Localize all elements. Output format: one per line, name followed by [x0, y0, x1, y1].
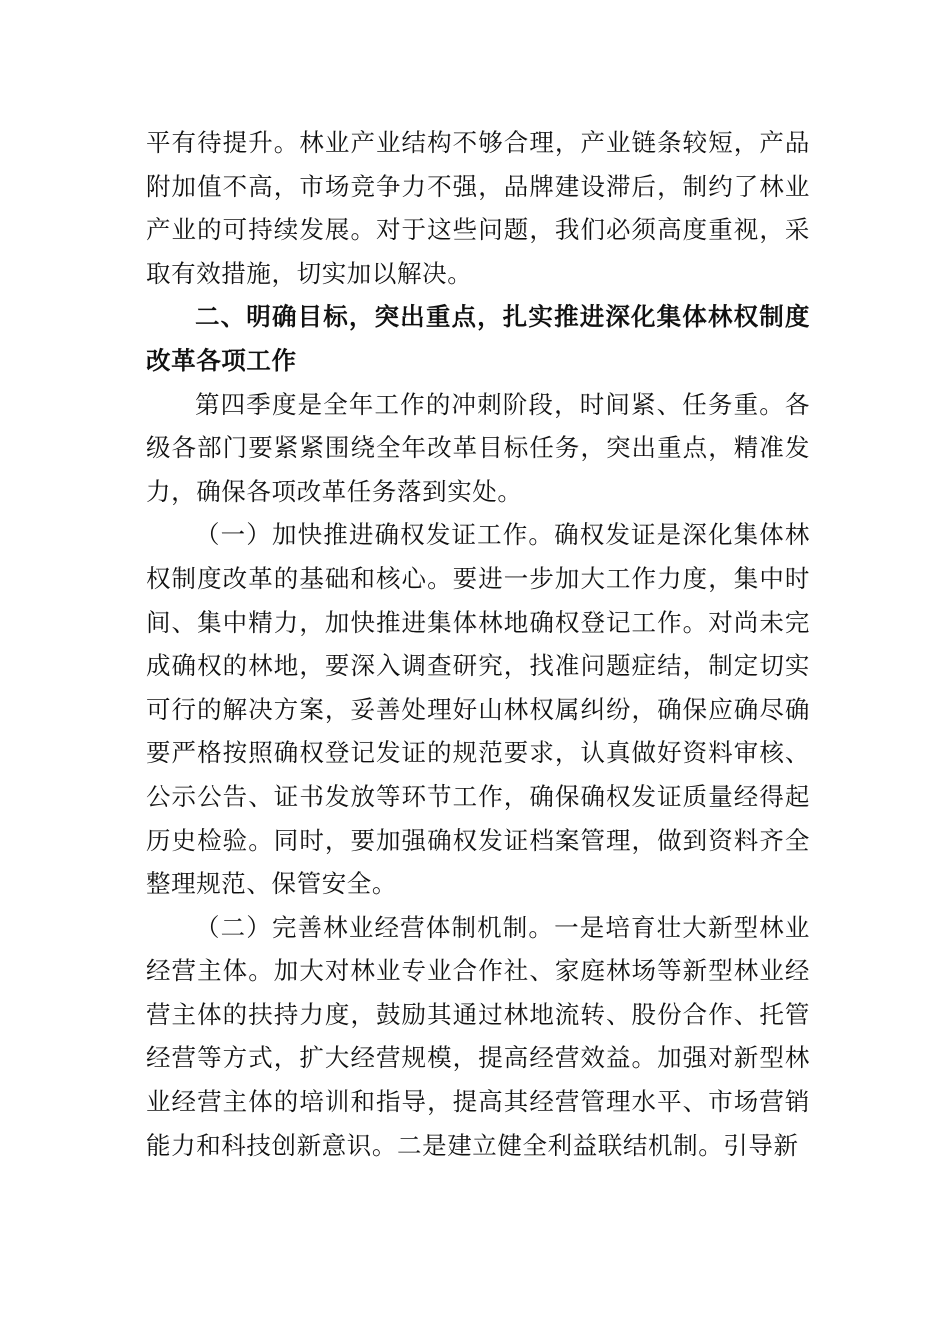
section-two-intro-paragraph: 第四季度是全年工作的冲刺阶段，时间紧、任务重。各级各部门要紧紧围绕全年改革目标任务，突出重点，精准发力，确保各项改革任务落到实处。: [146, 389, 810, 506]
item-one-title: （一）加快推进确权发证工作。: [195, 520, 555, 550]
item-one-paragraph: [146, 513, 810, 905]
item-two-body: 一是培育壮大新型林业经营主体。加大对林业专业合作社、家庭林场等新型林业经营主体的扶持力度，鼓励其通过林地流转、股份合作、托管经营等方式，扩大经营规模，提高经营效益。加强对新型林业经营主体的培训和指导，提高其经营管理水平、市场营销能力和科技创新意识。二是建立健全利益联结机制。引导新: [146, 912, 811, 1160]
document-page: [146, 121, 810, 1167]
continued-paragraph: 平有待提升。林业产业结构不够合理，产业链条较短，产品附加值不高，市场竞争力不强，品牌建设滞后，制约了林业产业的可持续发展。对于这些问题，我们必须高度重视，采取有效措施，切实加以解决。: [146, 128, 810, 288]
item-one-body: 确权发证是深化集体林权制度改革的基础和核心。要进一步加大工作力度，集中时间、集中精力，加快推进集体林地确权登记工作。对尚未完成确权的林地，要深入调查研究，找准问题症结，制定切实可行的解决方案，妥善处理好山林权属纠纷，确保应确尽确要严格按照确权登记发证的规范要求，认真做好资料审核、公示公告、证书发放等环节工作，确保确权发证质量经得起历史检验。同时，要加强确权发证档案管理，做到资料齐全整理规范、保管安全。: [146, 520, 811, 899]
item-two-paragraph: [146, 906, 810, 1168]
item-two-title: （二）完善林业经营体制机制。: [195, 912, 555, 942]
section-two-heading: 二、明确目标，突出重点，扎实推进深化集体林权制度改革各项工作: [146, 302, 810, 375]
